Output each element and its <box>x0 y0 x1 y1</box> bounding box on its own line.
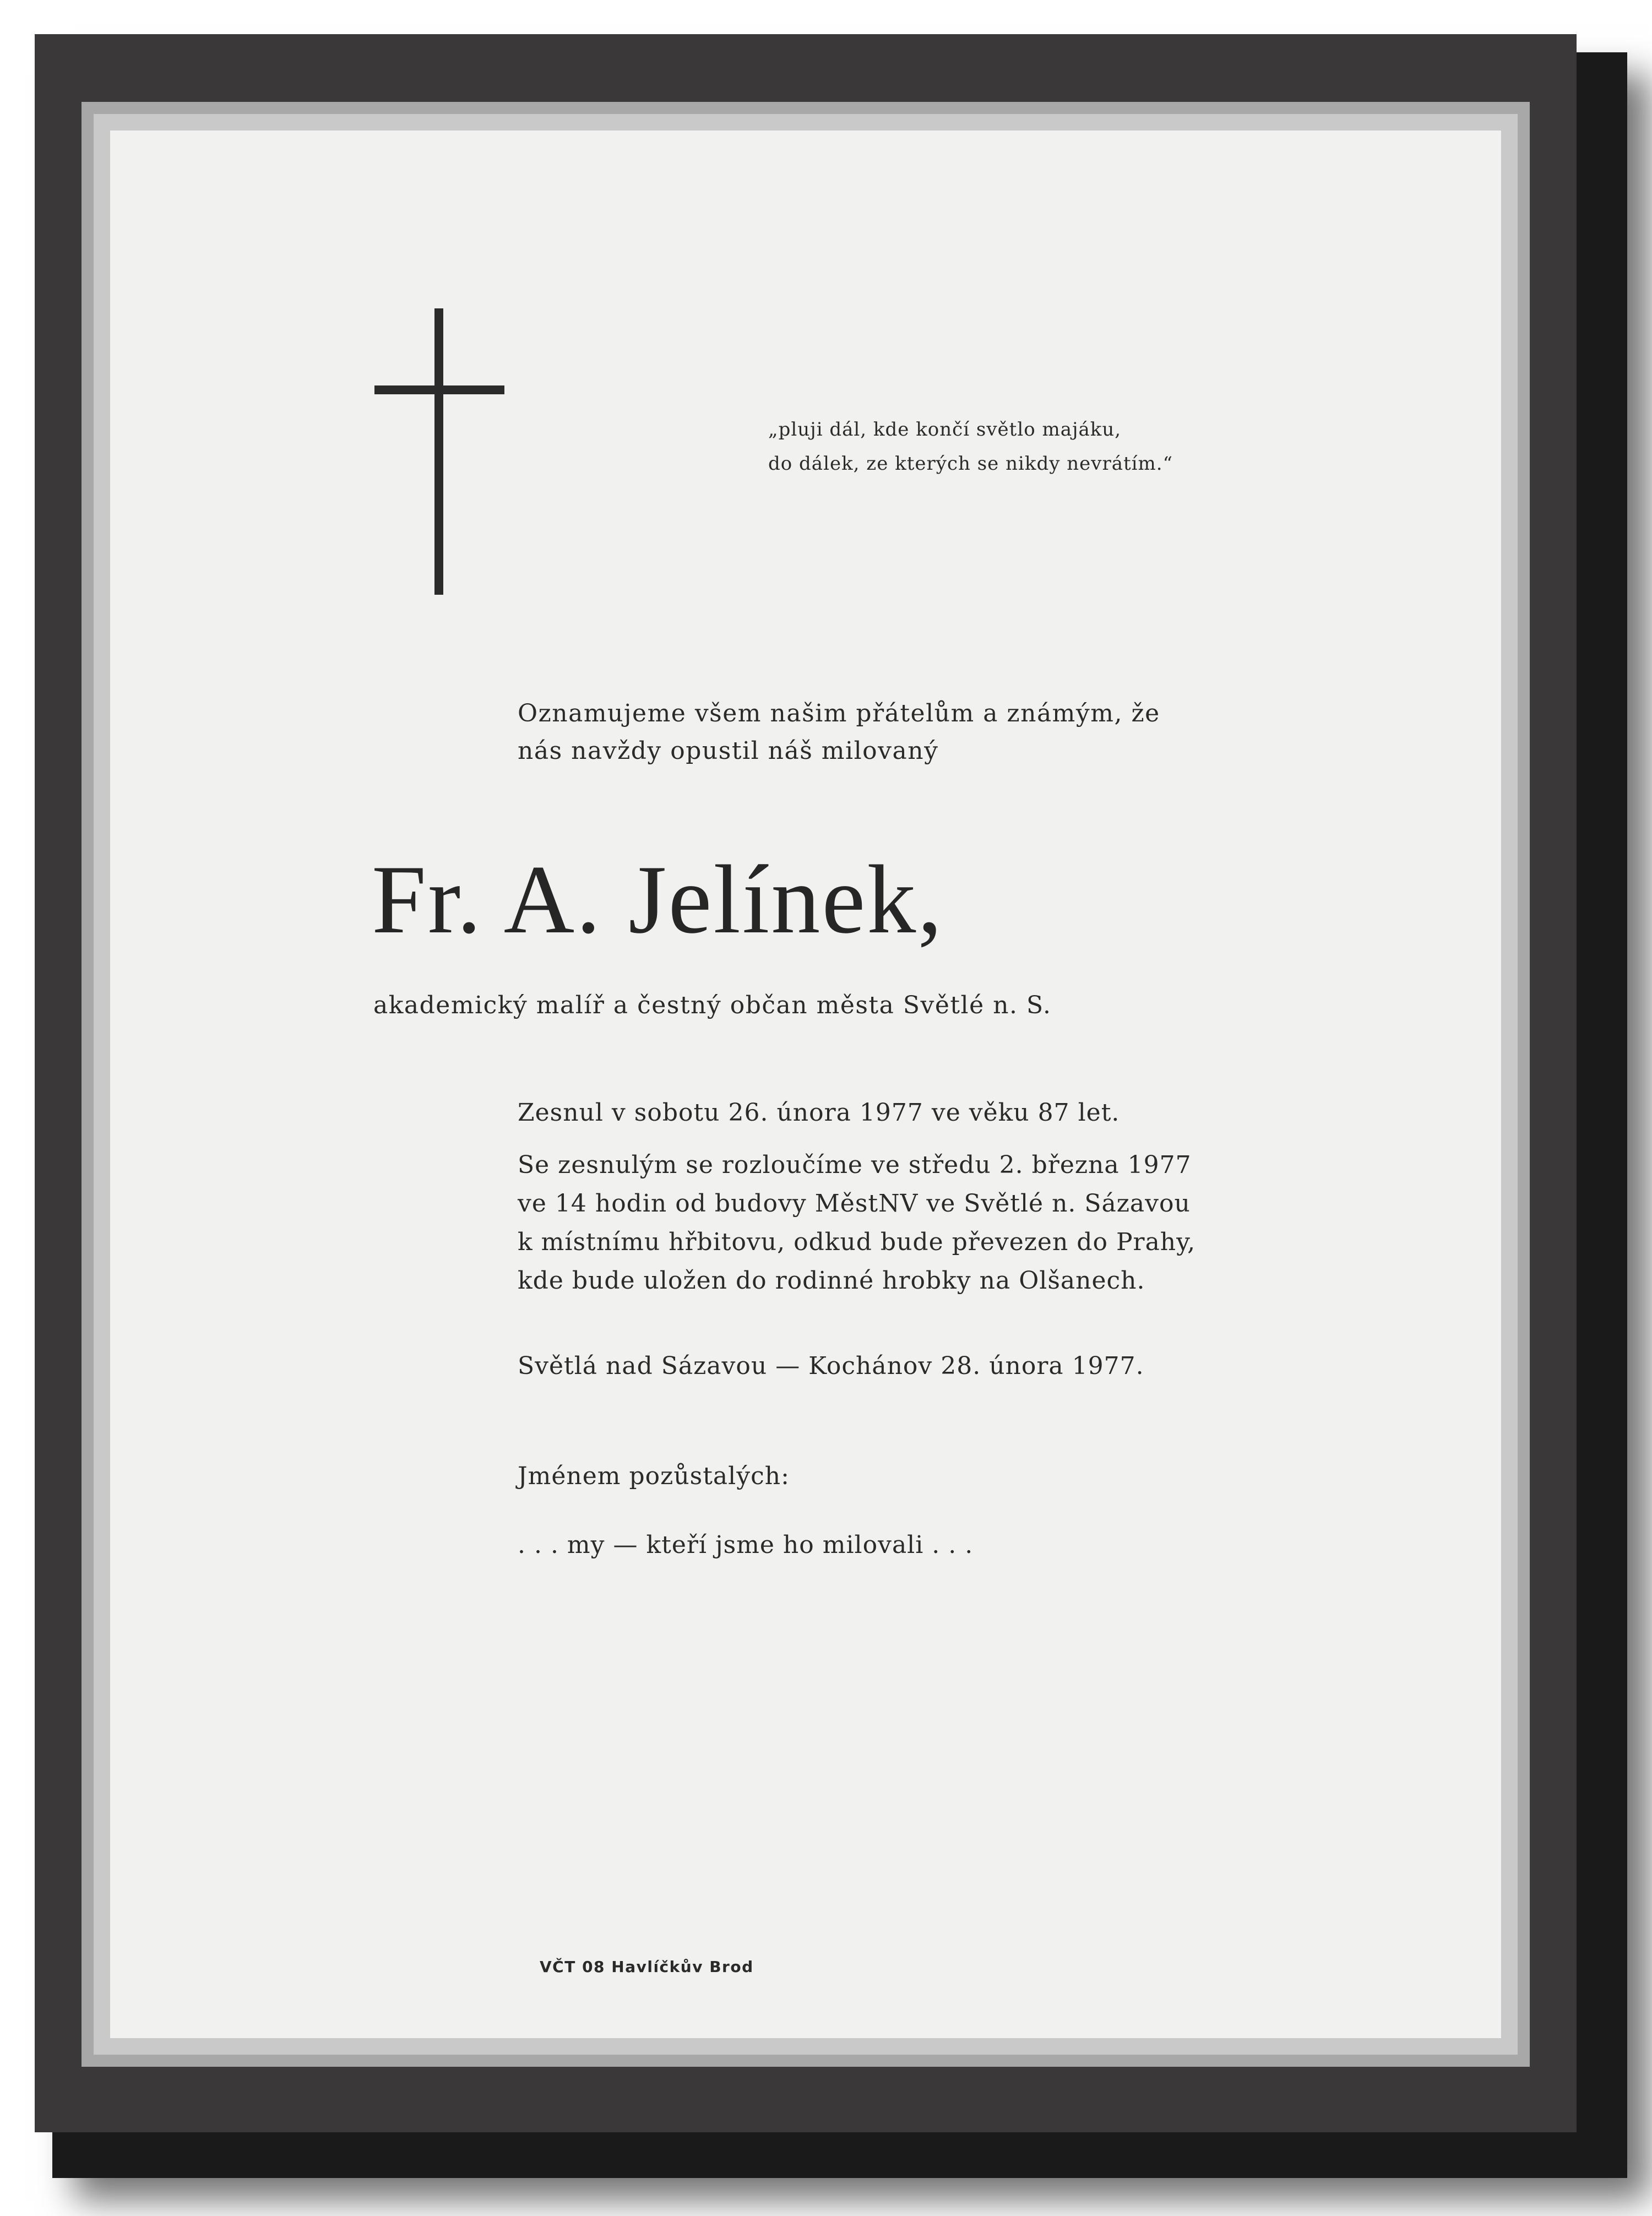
intro-line-1: Oznamujeme všem našim přátelům a známým, že <box>518 699 1160 727</box>
cross-icon-bar <box>374 385 504 394</box>
quote-line-2: do dálek, ze kterých se nikdy nevrátím.“ <box>768 453 1173 475</box>
intro-line-2: nás navždy opustil náš milovaný <box>518 737 939 765</box>
card-border <box>81 102 1530 2067</box>
funeral-line-4: kde bude uložen do rodinné hrobky na Olšanech. <box>518 1267 1145 1295</box>
funeral-line-2: ve 14 hodin od budovy MěstNV ve Světlé n. Sázavou <box>518 1190 1191 1218</box>
inner-border <box>94 114 1518 2055</box>
signature-line: . . . my — kteří jsme ho milovali . . . <box>518 1531 974 1559</box>
paper <box>110 131 1501 2038</box>
quote-line-1: „pluji dál, kde končí světlo majáku, <box>768 419 1122 441</box>
death-notice: Zesnul v sobotu 26. února 1977 ve věku 87 let. <box>518 1099 1120 1127</box>
cross-icon <box>434 308 443 595</box>
funeral-line-1: Se zesnulým se rozloučíme ve středu 2. března 1977 <box>518 1151 1192 1179</box>
place-date: Světlá nad Sázavou — Kochánov 28. února 1977. <box>518 1352 1144 1380</box>
deceased-title: akademický malíř a čestný občan města Světlé n. S. <box>373 991 1052 1019</box>
funeral-line-3: k místnímu hřbitovu, odkud bude převezen do Prahy, <box>518 1228 1196 1256</box>
deceased-name: Fr. A. Jelínek, <box>372 845 944 954</box>
mourning-card <box>35 34 1577 2132</box>
printer-imprint: VČT 08 Havlíčkův Brod <box>540 1958 754 1976</box>
on-behalf-label: Jménem pozůstalých: <box>518 1462 790 1490</box>
